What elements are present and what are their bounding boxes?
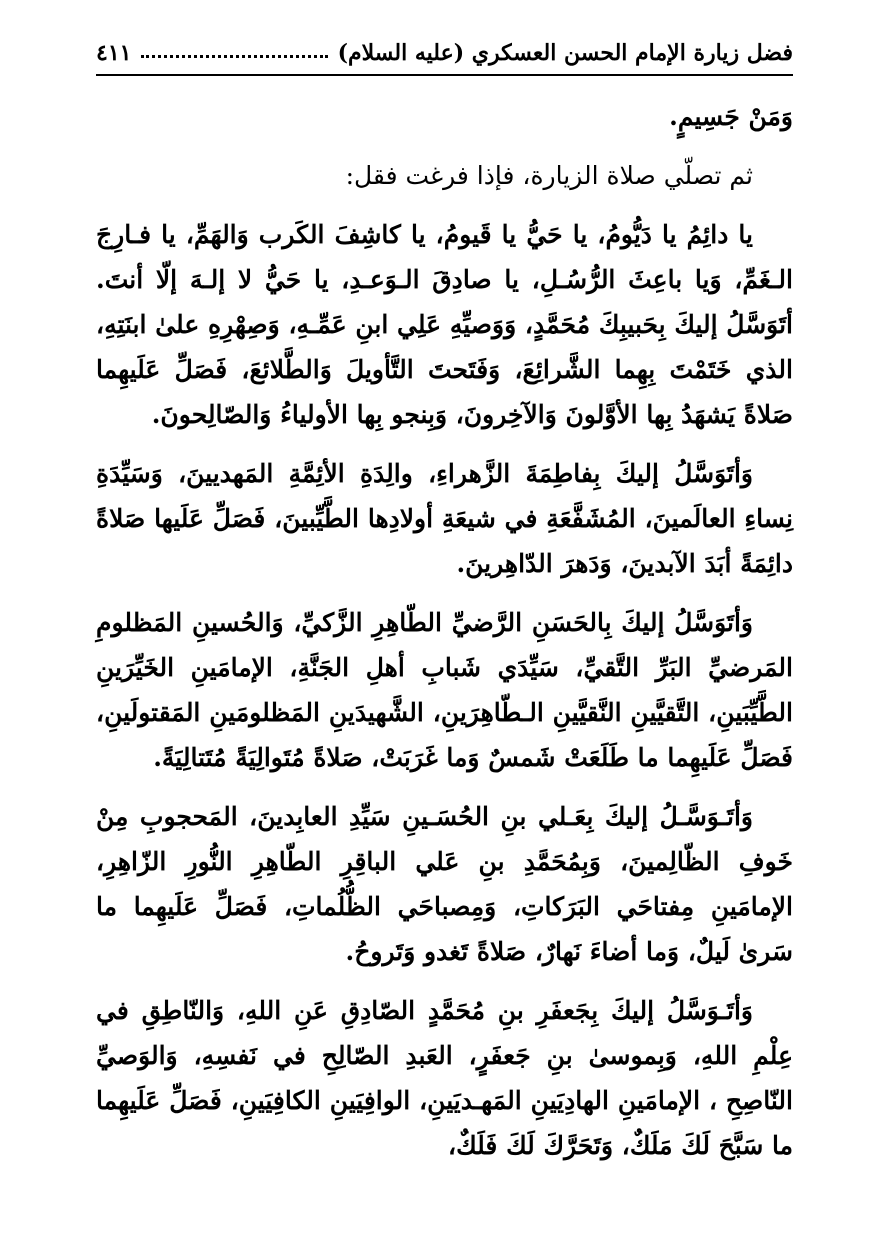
- paragraph-3: يا دائِمُ يا دَيُّومُ، يا حَيُّ يا قَيومُ، يا كاشِفَ الكَرب وَالهَمِّ، يا فـارِجَ الـغَمِّ، وَيا باعِثَ الرُّسُـلِ، يا صادِقَ الـوَعـدِ، يا حَيُّ لا إلـهَ إلّا أنتَ. أتَوَسَّلُ إليكَ بِحَبيبِكَ مُحَمَّدٍ، وَوَصيِّهِ عَلِي ابنِ عَمِّـهِ، وَصِهْرِهِ علىٰ ابنَتِهِ، الذي خَتَمْتَ بِهِما الشَّرائِعَ، وَفَتَحتَ التَّأويلَ وَالطَّلائعَ، فَصَلِّ عَلَيهِما صَلاةً يَشهَدُ بِها الأوَّلونَ وَالآخِرونَ، وَبِنجو بِها الأولياءُ وَالصّالِحونَ.: [96, 220, 793, 429]
- paragraph-6: وَأتَـوَسَّـلُ إليكَ بِعَـلي بنِ الحُسَـينِ سَيِّدِ العابِدينَ، المَحجوبِ مِنْ خَوفِ الظّالِمينَ، وَبِمُحَمَّدِ بنِ عَلي الباقِرِ الطّاهِرِ النُّورِ الزّاهِرِ، الإمامَينِ مِفتاحَي البَرَكاتِ، وَمِصباحَي الظُّلُماتِ، فَصَلِّ عَلَيهِما ما سَرىٰ لَيلٌ، وَما أضاءَ نَهارٌ، صَلاةً تَغدو وَتَروحُ.: [96, 802, 793, 966]
- paragraph-5: وَأتَوَسَّلُ إليكَ بِالحَسَنِ الرَّضيِّ الطّاهِرِ الزَّكيِّ، وَالحُسينِ المَظلومِ المَرضيِّ البَرِّ التَّقيِّ، سَيِّدَي شَبابِ أهلِ الجَنَّةِ، الإمامَينِ الخَيِّرَينِ الطَّيِّبَينِ، التَّقيَّينِ النَّقيَّينِ الـطّاهِرَينِ، الشَّهيدَينِ المَظلومَينِ المَقتولَينِ، فَصَلِّ عَلَيهِما ما طَلَعَتْ شَمسٌ وَما غَرَبَتْ، صَلاةً مُتَوالِيَةً مُتَتالِيَةً.: [96, 608, 793, 772]
- paragraph-1: وَمَنْ جَسِيمٍ.: [669, 102, 793, 131]
- paragraph-2: ثم تصلّي صلاة الزيارة، فإذا فرغت فقل:: [345, 161, 753, 190]
- running-title: فضل زيارة الإمام الحسن العسكري (عليه السلام): [337, 40, 793, 66]
- page-body: [96, 94, 793, 1182]
- page-number: ٤١١: [96, 40, 132, 66]
- leader-dots: [141, 55, 327, 58]
- header-rule: [96, 74, 793, 76]
- page-header: [96, 30, 793, 66]
- paragraph-7: وَأتَـوَسَّلُ إليكَ بِجَعفَرِ بنِ مُحَمَّدٍ الصّادِقِ عَنِ اللهِ، وَالنّاطِقِ في عِلْمِ اللهِ، وَبِموسىٰ بنِ جَعفَرٍ، العَبدِ الصّالِحِ في نَفسِهِ، وَالوَصيِّ النّاصِحِ ، الإمامَينِ الهادِيَينِ المَهـديَينِ، الوافِيَينِ الكافِيَينِ، فَصَلِّ عَلَيهِما ما سَبَّحَ لَكَ مَلَكٌ، وَتَحَرَّكَ لَكَ فَلَكٌ،: [96, 996, 793, 1160]
- paragraph-4: وَأتَوَسَّلُ إليكَ بِفاطِمَةَ الزَّهراءِ، والِدَةِ الأئِمَّةِ المَهديينَ، وَسَيِّدَةِ نِساءِ العالَمينَ، المُشَفَّعَةِ في شيعَةِ أولادِها الطَّيِّبينَ، فَصَلِّ عَلَيها صَلاةً دائِمَةً أبَدَ الآبدينَ، وَدَهرَ الدّاهِرينَ.: [96, 459, 793, 578]
